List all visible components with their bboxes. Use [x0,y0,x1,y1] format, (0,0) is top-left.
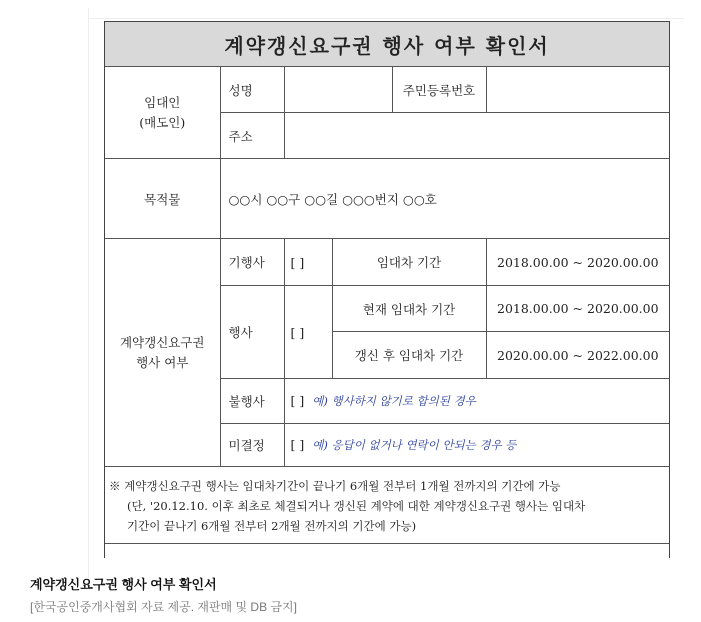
name-field[interactable] [284,67,392,113]
lease-period-value: 2018.00.00 ~ 2020.00.00 [486,239,669,286]
confirmation-table [105,22,669,544]
note-line-2: (단, '20.12.10. 이후 최초로 체결되거나 갱신된 계약에 대한 계약갱신요구권 행사는 임대차 [127,499,586,513]
lessor-label [105,67,220,159]
address-field[interactable] [284,113,669,159]
exercise-status-label-line1: 계약갱신요구권 [119,334,205,350]
lessor-label-line2: (매도인) [139,114,186,130]
undecided-row [284,424,669,467]
caption-source: [한국공인중개사협회 자료 제공. 재판매 및 DB 금지] [30,600,297,614]
exercise-status-label [105,239,220,467]
exercised-label: 행사 [220,286,284,379]
lease-period-label: 임대차 기간 [332,239,486,286]
renewed-lease-period-value: 2020.00.00 ~ 2022.00.00 [486,332,669,379]
undecided-example: 예) 응답이 없거나 연락이 안되는 경우 등 [312,438,517,452]
note-line-1: ※ 계약갱신요구권 행사는 임대차기간이 끝나기 6개월 전부터 1개월 전까지의 기간에 가능 [109,479,561,493]
resident-number-label: 주민등록번호 [392,67,486,113]
renewed-lease-period-label: 갱신 후 임대차 기간 [332,332,486,379]
address-label: 주소 [220,113,284,159]
property-label: 목적물 [105,159,220,239]
already-exercised-label: 기행사 [220,239,284,286]
resident-number-field[interactable] [486,67,669,113]
page-edge-top [88,18,684,19]
caption-title: 계약갱신요구권 행사 여부 확인서 [30,577,217,592]
lessor-label-line1: 임대인 [144,94,181,110]
not-exercised-checkbox[interactable]: [ ] [290,393,305,408]
current-lease-period-label: 현재 임대차 기간 [332,286,486,332]
page-edge-left [88,8,89,578]
name-label: 성명 [220,67,284,113]
already-exercised-checkbox[interactable]: [ ] [284,239,332,286]
document-form [104,21,670,558]
undecided-label: 미결정 [220,424,284,467]
exercised-checkbox[interactable]: [ ] [284,286,332,379]
exercise-status-label-line2: 행사 여부 [136,354,189,370]
note-line-3: 기간이 끝나기 6개월 전부터 2개월 전까지의 기간에 가능) [127,519,417,533]
not-exercised-label: 불행사 [220,379,284,424]
exercise-note [105,467,669,544]
not-exercised-example: 예) 행사하지 않기로 합의된 경우 [312,394,476,408]
undecided-checkbox[interactable]: [ ] [290,437,305,452]
document-title: 계약갱신요구권 행사 여부 확인서 [105,22,669,67]
current-lease-period-value: 2018.00.00 ~ 2020.00.00 [486,286,669,332]
property-value: ○○시 ○○구 ○○길 ○○○번지 ○○호 [220,159,669,239]
not-exercised-row [284,379,669,424]
